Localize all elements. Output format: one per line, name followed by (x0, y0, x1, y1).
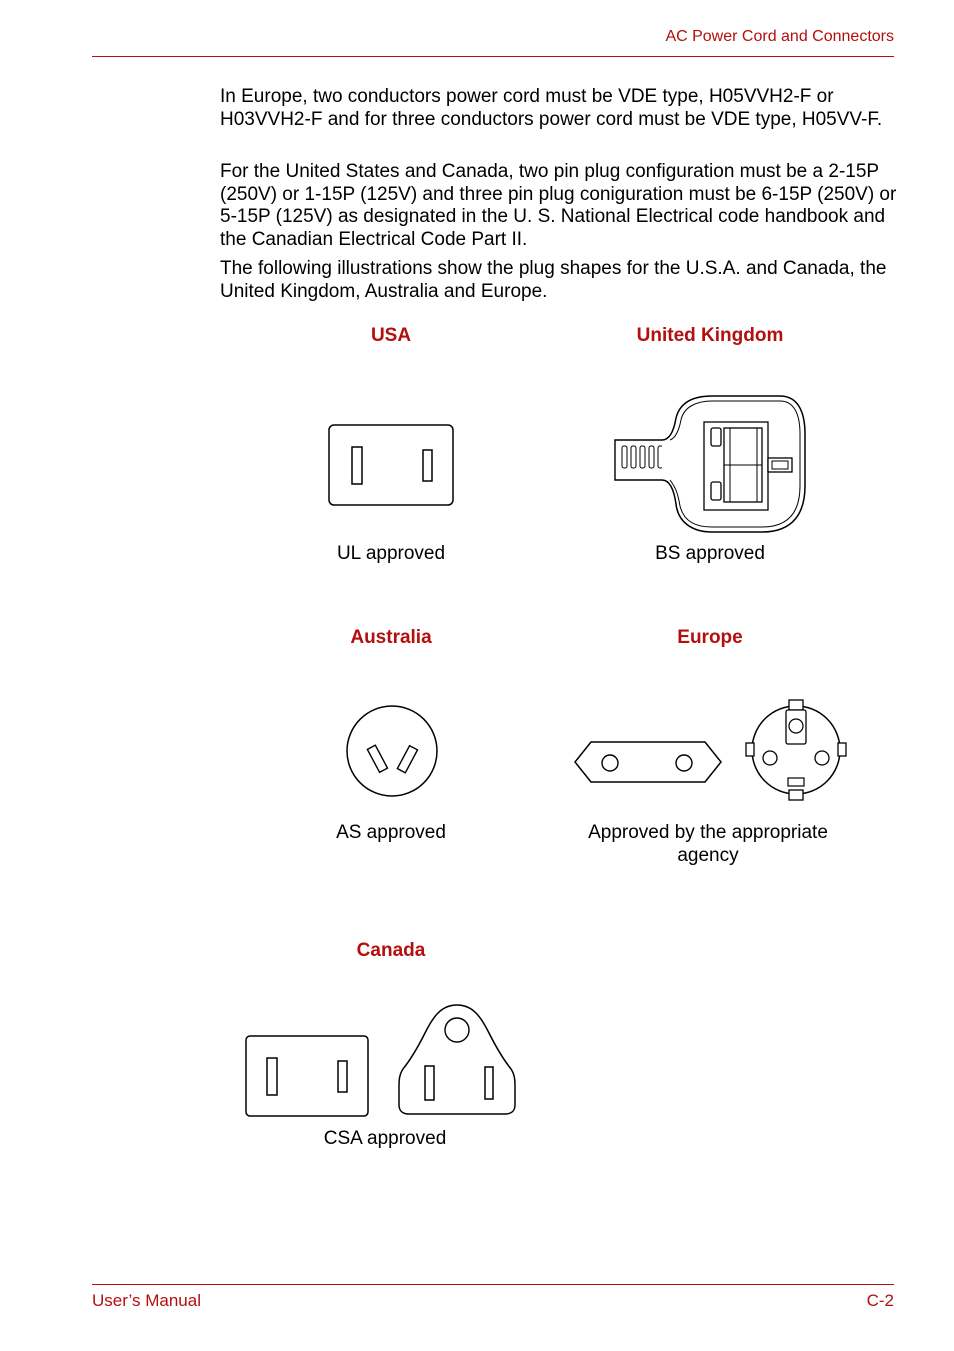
footer-rule (92, 1284, 894, 1285)
australia-heading: Australia (350, 627, 432, 648)
uk-heading: United Kingdom (636, 325, 784, 346)
footer-page-number: C-2 (866, 1291, 894, 1310)
header-rule (92, 56, 894, 57)
uk-plug-icon (612, 394, 808, 536)
running-header-title: AC Power Cord and Connectors (665, 28, 894, 45)
usa-heading: USA (370, 325, 412, 346)
australia-plug-icon (344, 703, 440, 799)
canada-two-pin-plug-icon (245, 1035, 371, 1119)
europe-caption: Approved by the appropriate agency (588, 822, 828, 866)
europe-two-pin-plug-icon (573, 740, 725, 786)
canada-caption: CSA approved (323, 1128, 447, 1149)
europe-heading: Europe (677, 627, 743, 648)
uk-caption: BS approved (655, 543, 765, 564)
usa-plug-icon (328, 424, 454, 506)
footer-manual-title: User’s Manual (92, 1291, 201, 1310)
canada-heading: Canada (356, 940, 426, 961)
paragraph-europe-cords: In Europe, two conductors power cord must be VDE type, H05VVH2-F or H03VVH2-F and for three conductors power cord must be VDE type, H05VV-F. (220, 86, 883, 130)
canada-three-pin-plug-icon (397, 1003, 517, 1117)
australia-caption: AS approved (336, 822, 446, 843)
paragraph-illustrations-intro: The following illustrations show the plug shapes for the U.S.A. and Canada, the United Kingdom, Australia and Europe. (220, 258, 887, 302)
paragraph-us-canada-plugs: For the United States and Canada, two pin plug configuration must be a 2-15P (250V) or 1-15P (125V) and three pin plug coniguration must be 6-15P (250V) or 5-15P (125V) as designated in the U. S. National Electrical code handbook and the Canadian Electrical Code Part II. (220, 161, 897, 250)
usa-caption: UL approved (336, 543, 446, 564)
europe-schuko-plug-icon (746, 698, 848, 804)
